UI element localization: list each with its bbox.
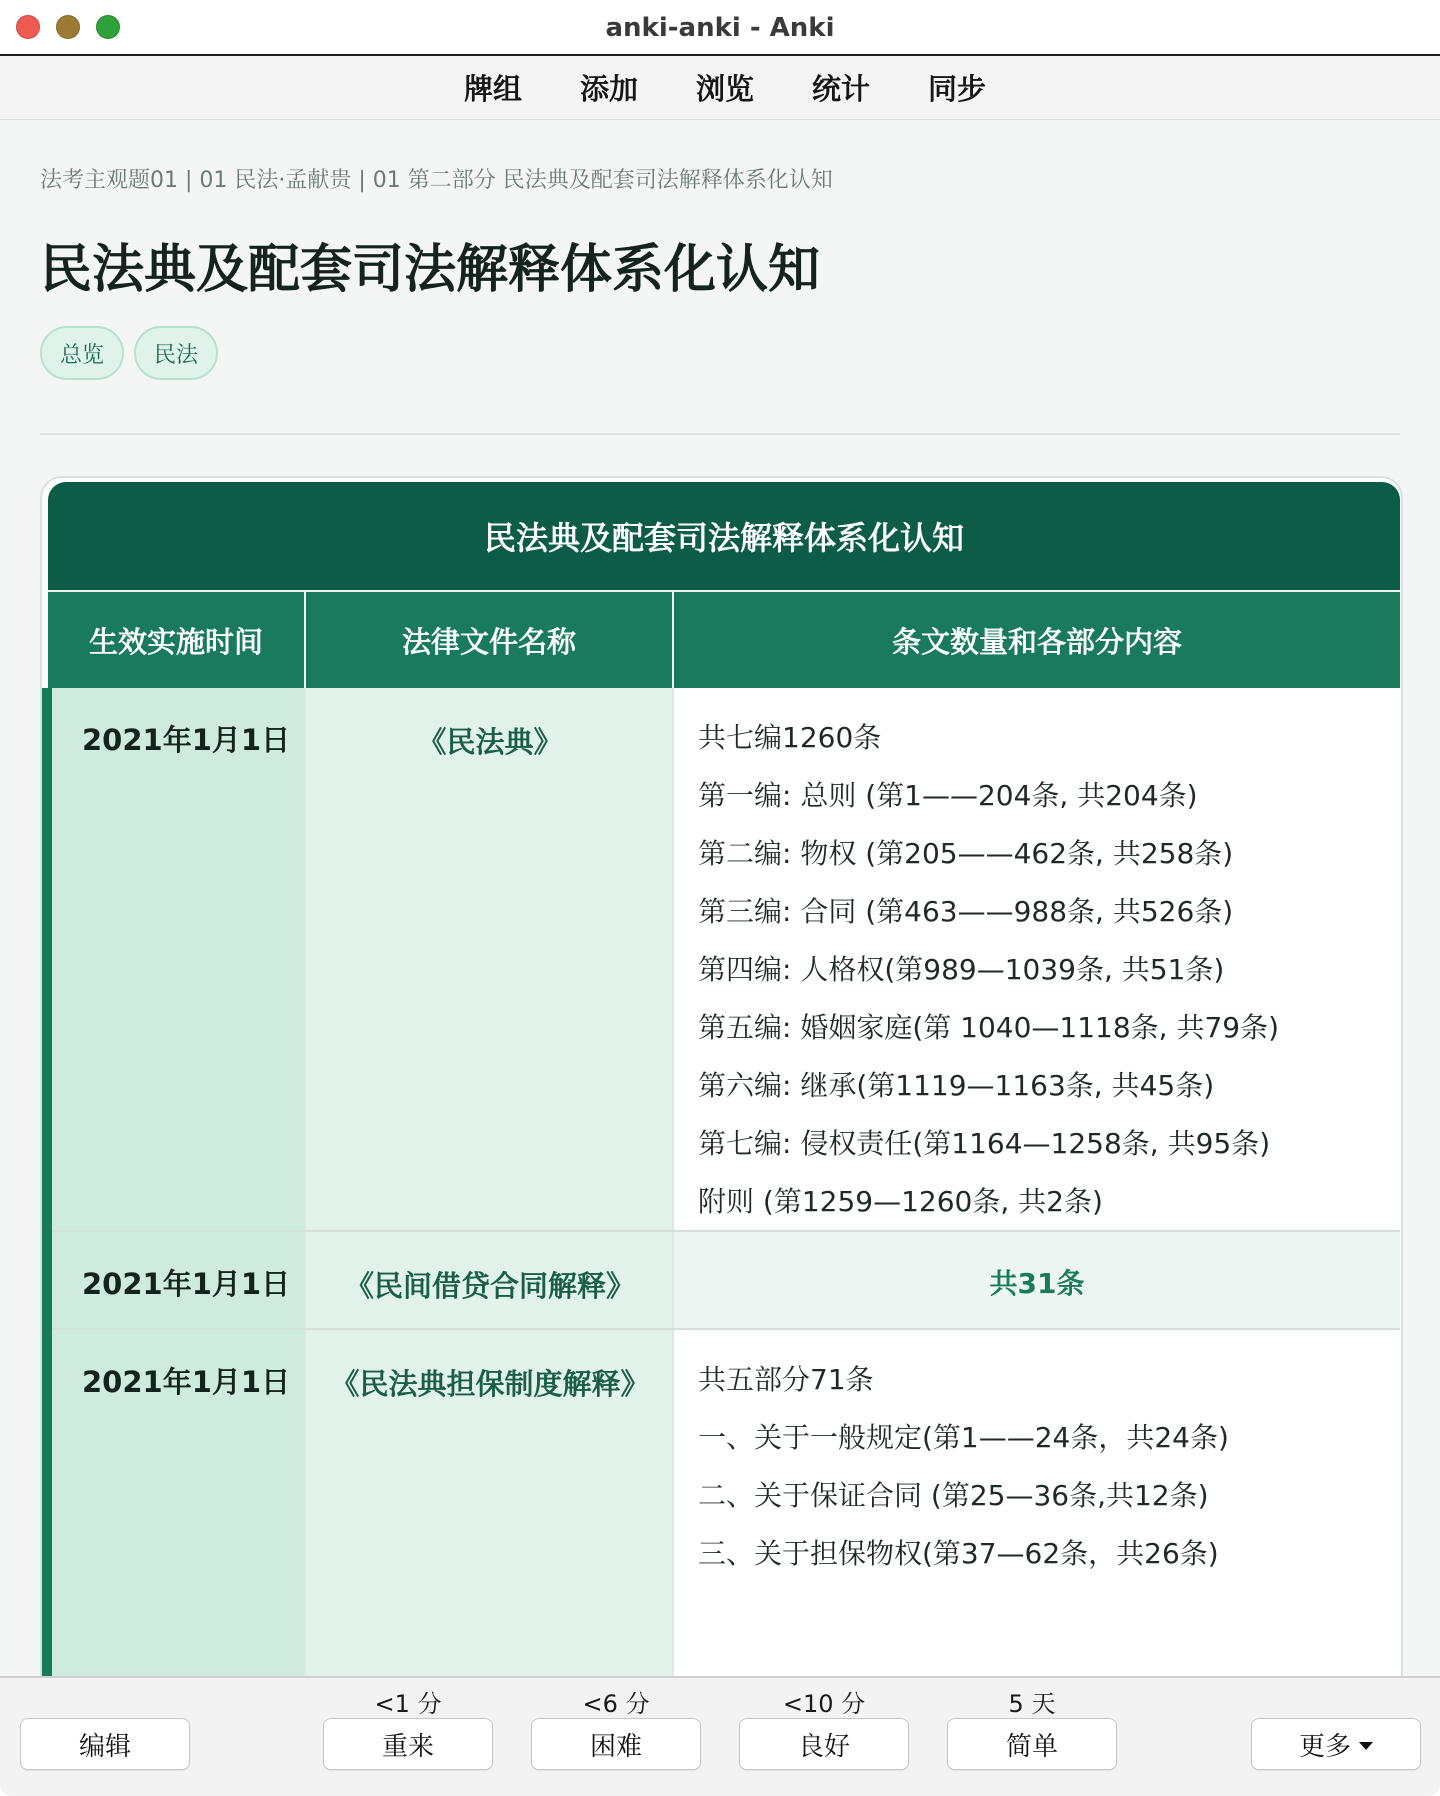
content-line: 第六编: 继承(第1119—1163条, 共45条)	[698, 1069, 1215, 1102]
content-line: 第五编: 婚姻家庭(第 1040—1118条, 共79条)	[698, 1011, 1280, 1044]
nav-browse[interactable]: 浏览	[695, 72, 754, 106]
more-button-label: 更多	[1298, 1731, 1351, 1762]
date-cell	[52, 1232, 306, 1328]
window-title: anki-anki - Anki	[605, 13, 835, 43]
again-interval: <1 分	[374, 1690, 442, 1718]
divider	[40, 433, 1400, 435]
content-line: 第七编: 侵权责任(第1164—1258条, 共95条)	[698, 1127, 1271, 1160]
content-cell	[674, 1330, 1400, 1676]
edit-button-label: 编辑	[78, 1731, 131, 1762]
header-effective-date: 生效实施时间	[48, 590, 306, 688]
effective-date: 2021年1月1日	[82, 723, 291, 757]
review-bar	[0, 1676, 1440, 1796]
name-cell	[306, 1232, 674, 1328]
hard-button[interactable]	[531, 1718, 701, 1770]
table-row	[52, 1232, 1400, 1330]
content-line: 一、关于一般规定(第1——24条，共24条)	[698, 1421, 1229, 1454]
date-cell	[52, 688, 306, 1230]
easy-button-label: 简单	[1005, 1731, 1058, 1762]
card-title: 民法典及配套司法解释体系化认知	[40, 240, 821, 300]
tag-civil-law[interactable]: 民法	[134, 326, 218, 380]
good-interval: <10 分	[782, 1690, 866, 1718]
table-caption: 民法典及配套司法解释体系化认知	[48, 482, 1400, 590]
content-line: 第四编: 人格权(第989—1039条, 共51条)	[698, 953, 1225, 986]
edit-button[interactable]	[20, 1718, 190, 1770]
content-line: 第三编: 合同 (第463——988条, 共526条)	[698, 895, 1234, 928]
article-count: 共31条	[989, 1267, 1085, 1300]
tag-list	[40, 326, 218, 380]
name-cell	[306, 1330, 674, 1676]
document-name: 《民法典》	[417, 725, 563, 759]
content-line: 共五部分71条	[698, 1363, 874, 1396]
table-row	[52, 1330, 1400, 1676]
chevron-down-icon	[1359, 1742, 1373, 1750]
nav-stats[interactable]: 统计	[812, 72, 871, 106]
easy-button[interactable]	[947, 1718, 1117, 1770]
content-line: 第一编: 总则 (第1——204条, 共204条)	[698, 779, 1198, 812]
tag-overview[interactable]: 总览	[40, 326, 124, 380]
hard-interval: <6 分	[582, 1690, 650, 1718]
again-button[interactable]	[323, 1718, 493, 1770]
title-bar	[0, 0, 1440, 56]
top-nav	[0, 56, 1440, 120]
content-line: 共七编1260条	[698, 721, 882, 754]
effective-date: 2021年1月1日	[82, 1365, 291, 1399]
breadcrumb: 法考主观题01 | 01 民法·孟献贵 | 01 第二部分 民法典及配套司法解释体系化认知	[40, 168, 833, 193]
content-line: 第二编: 物权 (第205——462条, 共258条)	[698, 837, 1234, 870]
again-button-label: 重来	[381, 1731, 434, 1762]
document-name: 《民法典担保制度解释》	[330, 1367, 650, 1401]
content-line: 附则 (第1259—1260条, 共2条)	[698, 1185, 1103, 1218]
content-cell	[674, 1232, 1400, 1328]
more-button[interactable]	[1251, 1718, 1421, 1770]
date-cell	[52, 1330, 306, 1676]
nav-decks[interactable]: 牌组	[463, 72, 522, 106]
effective-date: 2021年1月1日	[82, 1267, 291, 1301]
row-accent-bar	[42, 688, 52, 1676]
nav-add[interactable]: 添加	[579, 72, 638, 106]
good-button-label: 良好	[797, 1731, 850, 1762]
easy-interval: 5 天	[1008, 1690, 1056, 1718]
header-document-name: 法律文件名称	[306, 590, 674, 688]
document-name: 《民间借贷合同解释》	[344, 1269, 635, 1303]
good-button[interactable]	[739, 1718, 909, 1770]
law-table	[40, 476, 1403, 1676]
content-line: 三、关于担保物权(第37—62条，共26条)	[698, 1537, 1219, 1570]
name-cell	[306, 688, 674, 1230]
content-line: 二、关于保证合同 (第25—36条,共12条)	[698, 1479, 1209, 1512]
nav-sync[interactable]: 同步	[928, 72, 987, 106]
table-header	[48, 590, 1400, 688]
hard-button-label: 困难	[589, 1731, 642, 1762]
table-row	[52, 688, 1400, 1232]
content-cell	[674, 688, 1400, 1230]
header-article-content: 条文数量和各部分内容	[674, 590, 1400, 688]
card-content	[0, 121, 1440, 1676]
